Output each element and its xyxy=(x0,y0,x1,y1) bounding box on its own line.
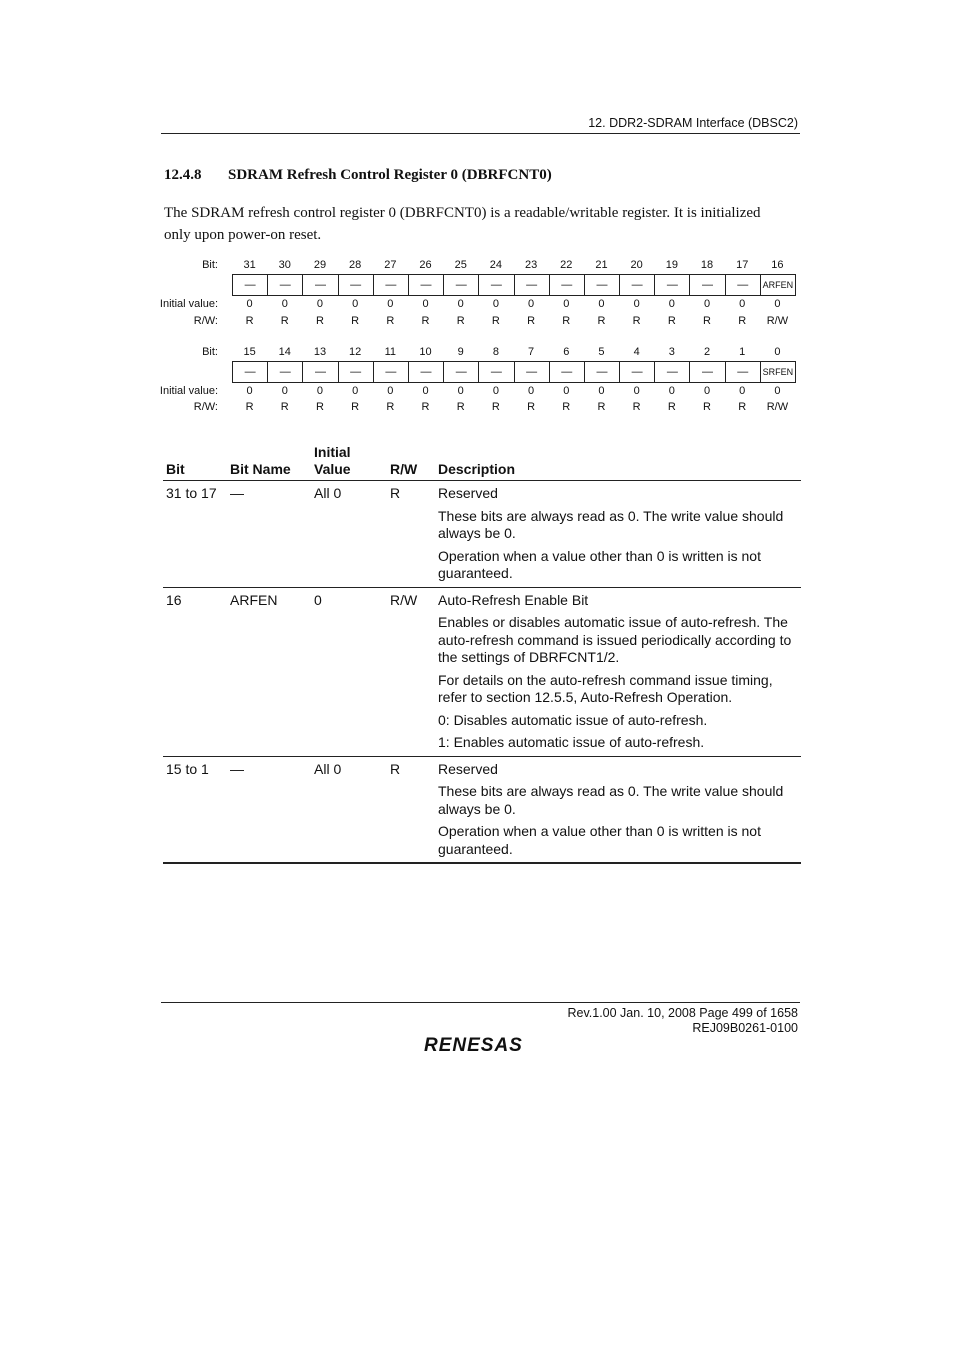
initial-value: 0 xyxy=(352,385,359,397)
rw-value: R xyxy=(667,315,676,327)
bit-numbers xyxy=(232,346,795,358)
initial-value-cell: All 0 xyxy=(314,485,342,501)
initial-value: 0 xyxy=(528,385,535,397)
header-description: Description xyxy=(438,461,516,477)
bit-name-cell: — xyxy=(233,275,268,295)
rw-value: R xyxy=(491,315,500,327)
bit-number: 25 xyxy=(454,259,467,271)
initial-values xyxy=(232,385,795,397)
bit-number: 17 xyxy=(736,259,749,271)
rw-value: R xyxy=(738,315,747,327)
renesas-logo-graphic xyxy=(422,1034,542,1056)
initial-value: 0 xyxy=(668,385,675,397)
header-rule xyxy=(161,133,800,134)
initial-value: 0 xyxy=(633,385,640,397)
initial-value-cell: 0 xyxy=(314,591,322,608)
rw-cell: R xyxy=(390,760,401,777)
bit-numbers xyxy=(232,259,795,271)
bit-name-cell: — xyxy=(550,275,585,295)
description-paragraph: Auto-Refresh Enable Bit xyxy=(438,591,589,608)
bit-name-cell: — xyxy=(230,485,244,501)
rw-value: R xyxy=(738,401,747,413)
rw-values xyxy=(232,401,795,413)
bit-number: 29 xyxy=(313,259,327,271)
bit-number: 2 xyxy=(703,346,711,358)
bit-number: 20 xyxy=(630,259,643,271)
bit-name-cell: — xyxy=(268,362,303,382)
header-rw: R/W xyxy=(390,461,418,477)
initial-value: 0 xyxy=(563,385,570,397)
description-paragraph: Enables or disables automatic issue of auto-refresh. The auto-refresh command is issued periodically according to the settings of DBRFCNT1/2. xyxy=(438,614,792,665)
table-header xyxy=(163,438,801,478)
rw-value: R xyxy=(351,315,360,327)
bit-number: 15 xyxy=(243,346,256,358)
rw-value: R/W xyxy=(766,401,789,413)
table-rule xyxy=(163,862,801,864)
rw-value: R xyxy=(456,401,465,413)
table-row xyxy=(163,757,801,863)
description-cell xyxy=(438,761,800,859)
bit-name-cell: — xyxy=(230,760,244,777)
rw-value: R xyxy=(562,401,571,413)
bit-number: 12 xyxy=(349,346,362,358)
initial-value: 0 xyxy=(528,298,535,310)
bit-cell: 31 to 17 xyxy=(166,485,217,501)
initial-value: 0 xyxy=(352,298,359,310)
rw-value: R xyxy=(386,315,395,327)
bit-name-cell: — xyxy=(339,362,374,382)
initial-value: 0 xyxy=(422,298,429,310)
table-row xyxy=(163,588,801,756)
bit-cell: 15 to 1 xyxy=(166,760,209,777)
description-paragraph: For details on the auto-refresh command issue timing, refer to section 12.5.5, Auto-Refresh Operation. xyxy=(438,671,773,705)
rw-values xyxy=(232,315,795,327)
bit-label: Bit: xyxy=(202,346,218,358)
bit-number: 23 xyxy=(524,259,538,271)
bit-number: 24 xyxy=(489,259,503,271)
rw-value: R xyxy=(491,401,500,413)
initial-value-cell: All 0 xyxy=(314,760,342,777)
bit-name-cell: — xyxy=(479,362,514,382)
bit-name-cell: — xyxy=(409,275,444,295)
bit-number: 3 xyxy=(668,346,675,358)
header-bit-name: Bit Name xyxy=(230,461,291,477)
initial-value: 0 xyxy=(739,298,746,310)
rw-value: R xyxy=(667,401,676,413)
initial-value: 0 xyxy=(703,385,711,397)
bit-number: 19 xyxy=(665,259,678,271)
rw-value: R xyxy=(245,315,254,327)
bit-name-cell: — xyxy=(620,275,655,295)
rw-value: R xyxy=(351,401,360,413)
description-paragraph: These bits are always read as 0. The write value should always be 0. xyxy=(438,507,784,541)
bit-name-cell: — xyxy=(444,362,479,382)
rw-cell: R/W xyxy=(390,591,418,608)
initial-value: 0 xyxy=(492,298,499,310)
description-paragraph: Operation when a value other than 0 is written is not guaranteed. xyxy=(438,823,761,857)
bit-number: 30 xyxy=(278,259,291,271)
bit-number: 13 xyxy=(313,346,327,358)
initial-value: 0 xyxy=(422,385,429,397)
table-body xyxy=(163,481,801,864)
rw-value: R xyxy=(280,315,289,327)
initial-value: 0 xyxy=(281,385,288,397)
logo-lettering: RENESAS xyxy=(424,1035,523,1056)
initial-value: 0 xyxy=(563,298,570,310)
bit-name-cell: — xyxy=(620,362,655,382)
initial-value: 0 xyxy=(633,298,640,310)
rw-value: R xyxy=(527,315,536,327)
header-value: Value xyxy=(314,461,351,477)
revision-info: Rev.1.00 Jan. 10, 2008 Page 499 of 1658 xyxy=(567,1006,798,1020)
bit-name-cell: — xyxy=(550,362,585,382)
bit-number: 0 xyxy=(774,346,781,358)
bit-name-cell: — xyxy=(233,362,268,382)
initial-value: 0 xyxy=(598,385,605,397)
rw-value: R xyxy=(421,401,430,413)
header-initial: Initial xyxy=(314,444,351,460)
bit-number: 10 xyxy=(419,346,432,358)
description-cell xyxy=(438,592,800,752)
bit-cell: 16 xyxy=(166,591,182,608)
initial-value: 0 xyxy=(246,298,253,310)
rw-value: R xyxy=(703,315,711,327)
bit-name-row xyxy=(232,361,796,383)
running-header: 12. DDR2-SDRAM Interface (DBSC2) xyxy=(588,116,798,130)
rw-value: R/W xyxy=(766,315,789,327)
rw-value: R xyxy=(597,315,606,327)
description-paragraph: Reserved xyxy=(438,760,498,777)
bit-number: 4 xyxy=(633,346,640,358)
bit-description-table xyxy=(163,438,801,864)
bit-name-cell: — xyxy=(444,275,479,295)
description-cell xyxy=(438,485,800,583)
bit-name-cell: — xyxy=(303,275,338,295)
rw-value: R xyxy=(315,401,324,413)
rw-cell: R xyxy=(390,485,401,501)
bit-number: 31 xyxy=(243,259,256,271)
bit-name-cell: — xyxy=(515,275,550,295)
table-row xyxy=(163,481,801,587)
bit-name-cell: ARFEN xyxy=(762,280,794,290)
bit-name-cell: — xyxy=(585,275,620,295)
rw-value: R xyxy=(632,315,641,327)
description-paragraph: Reserved xyxy=(438,485,498,501)
bit-number: 7 xyxy=(528,346,535,358)
initial-value-label: Initial value: xyxy=(159,385,218,397)
bit-name-cell: — xyxy=(479,275,514,295)
intro-paragraph: The SDRAM refresh control register 0 (DBRFCNT0) is a readable/writable register. It is initialized only upon power-on reset. xyxy=(164,205,761,243)
rw-value: R xyxy=(703,401,711,413)
initial-value: 0 xyxy=(598,298,605,310)
bit-name-cell: — xyxy=(409,362,444,382)
initial-value: 0 xyxy=(387,298,394,310)
initial-value: 0 xyxy=(316,298,324,310)
bit-number: 1 xyxy=(739,346,746,358)
section-title: SDRAM Refresh Control Register 0 (DBRFCNT0) xyxy=(228,167,552,183)
initial-value: 0 xyxy=(739,385,746,397)
document-number: REJ09B0261-0100 xyxy=(692,1021,798,1035)
bit-name-cell: — xyxy=(515,362,550,382)
bit-name-cell: — xyxy=(726,362,761,382)
bit-label: Bit: xyxy=(202,259,218,271)
bit-number: 28 xyxy=(349,259,362,271)
bit-number: 21 xyxy=(595,259,608,271)
bit-name-cell: — xyxy=(303,362,338,382)
section-heading xyxy=(164,167,552,184)
register-diagram-lower xyxy=(159,345,804,415)
initial-value: 0 xyxy=(387,385,394,397)
description-paragraph: 0: Disables automatic issue of auto-refresh. xyxy=(438,711,708,728)
description-paragraph: 1: Enables automatic issue of auto-refresh. xyxy=(438,734,705,750)
initial-value: 0 xyxy=(774,298,781,310)
footer-info xyxy=(567,1006,798,1036)
rw-value: R xyxy=(421,315,430,327)
initial-value: 0 xyxy=(774,385,781,397)
bit-name-cell: — xyxy=(690,362,725,382)
bit-number: 9 xyxy=(457,346,464,358)
rw-value: R xyxy=(562,315,571,327)
bit-name-cell: — xyxy=(726,275,761,295)
rw-label: R/W: xyxy=(193,401,218,413)
bit-number: 14 xyxy=(278,346,291,358)
initial-value: 0 xyxy=(492,385,499,397)
rw-value: R xyxy=(456,315,465,327)
bit-number: 5 xyxy=(598,346,605,358)
rw-value: R xyxy=(245,401,254,413)
rw-value: R xyxy=(632,401,641,413)
initial-values xyxy=(232,298,795,310)
rw-label: R/W: xyxy=(193,315,218,327)
initial-value: 0 xyxy=(246,385,253,397)
bit-number: 11 xyxy=(384,346,397,358)
bit-number: 6 xyxy=(563,346,570,358)
rw-value: R xyxy=(527,401,536,413)
rw-value: R xyxy=(280,401,289,413)
initial-value: 0 xyxy=(457,298,464,310)
description-paragraph: Operation when a value other than 0 is written is not guaranteed. xyxy=(438,547,761,581)
initial-value: 0 xyxy=(281,298,288,310)
bit-name-cell: — xyxy=(374,362,409,382)
section-number: 12.4.8 xyxy=(164,167,202,183)
bit-name-cell: — xyxy=(655,362,690,382)
bit-name-cell: SRFEN xyxy=(762,367,794,377)
description-paragraph: These bits are always read as 0. The write value should always be 0. xyxy=(438,783,784,817)
header-bit: Bit xyxy=(166,461,185,477)
rw-value: R xyxy=(315,315,324,327)
bit-number: 26 xyxy=(419,259,432,271)
bit-name-row xyxy=(232,274,796,296)
bit-number: 22 xyxy=(560,259,573,271)
bit-name-cell: — xyxy=(268,275,303,295)
initial-value-label: Initial value: xyxy=(159,298,218,310)
bit-name-cell: — xyxy=(690,275,725,295)
bit-number: 18 xyxy=(700,259,714,271)
rw-value: R xyxy=(386,401,395,413)
bit-name-cell: — xyxy=(655,275,690,295)
rw-value: R xyxy=(597,401,606,413)
bit-number: 8 xyxy=(492,346,499,358)
bit-name-cell: ARFEN xyxy=(230,591,278,608)
initial-value: 0 xyxy=(668,298,675,310)
bit-number: 27 xyxy=(384,259,397,271)
renesas-logo xyxy=(422,1034,542,1061)
bit-name-cell: — xyxy=(585,362,620,382)
bit-number: 16 xyxy=(771,259,784,271)
initial-value: 0 xyxy=(457,385,464,397)
initial-value: 0 xyxy=(316,385,324,397)
initial-value: 0 xyxy=(703,298,711,310)
footer-rule xyxy=(161,1002,800,1003)
bit-name-cell: — xyxy=(339,275,374,295)
bit-name-cell: — xyxy=(374,275,409,295)
register-diagram-upper xyxy=(159,258,804,328)
